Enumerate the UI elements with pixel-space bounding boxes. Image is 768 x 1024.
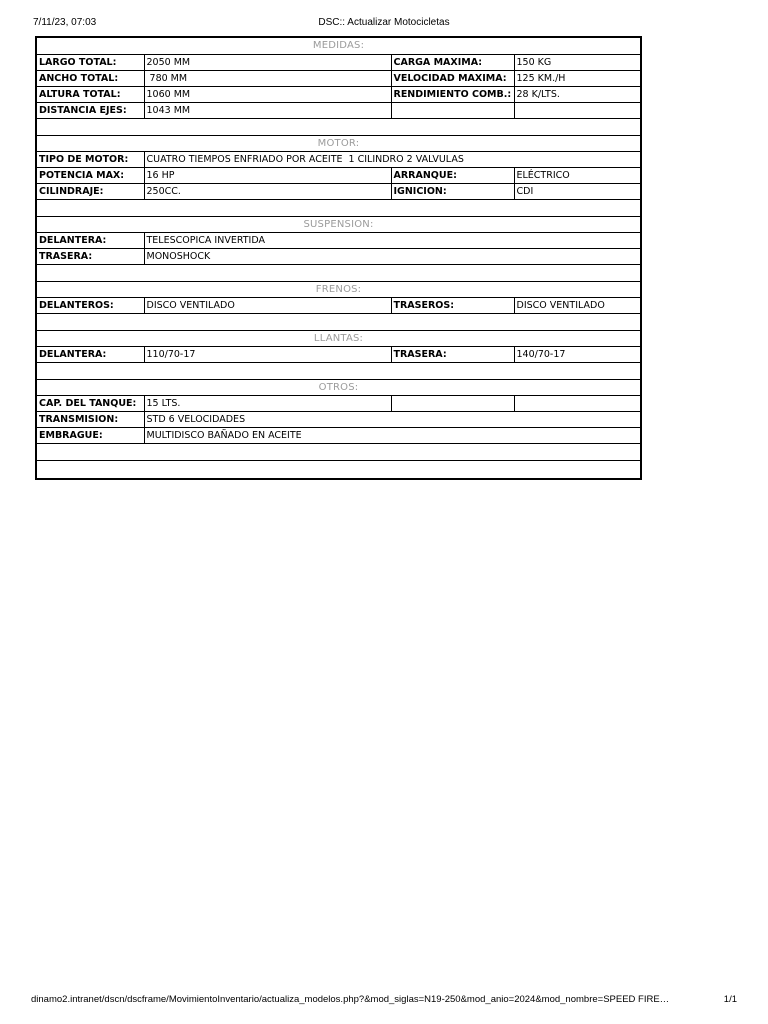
value-carga-maxima: 150 KG — [514, 54, 640, 70]
label-transmision: TRANSMISION: — [37, 411, 144, 427]
spec-sheet — [35, 36, 642, 480]
page-count: 1/1 — [723, 994, 737, 1005]
label-llanta-trasera: TRASERA: — [391, 346, 514, 362]
spacer-cell — [37, 313, 640, 330]
print-footer — [31, 994, 737, 1008]
section-header-medidas — [37, 38, 640, 54]
print-header — [33, 17, 735, 31]
spacer-row — [37, 313, 640, 330]
spacer-cell — [37, 199, 640, 216]
empty-cell — [391, 102, 514, 118]
table-row — [37, 102, 640, 118]
table-row — [37, 54, 640, 70]
spacer-row — [37, 362, 640, 379]
value-frenos-delanteros: DISCO VENTILADO — [144, 297, 391, 313]
spacer-cell — [37, 443, 640, 460]
label-suspension-trasera: TRASERA: — [37, 248, 144, 264]
label-largo-total: LARGO TOTAL: — [37, 54, 144, 70]
value-distancia-ejes: 1043 MM — [144, 102, 391, 118]
value-suspension-delantera: TELESCOPICA INVERTIDA — [144, 232, 640, 248]
value-largo-total: 2050 MM — [144, 54, 391, 70]
table-row — [37, 297, 640, 313]
print-datetime: 7/11/23, 07:03 — [33, 17, 97, 28]
section-header-otros — [37, 379, 640, 395]
print-url: dinamo2.intranet/dscn/dscframe/MovimientoInventario/actualiza_modelos.php?&mod_siglas=N19-250&mod_anio=2024&mod_nombre=SPEED FIRE… — [31, 994, 670, 1005]
label-rendimiento-comb: RENDIMIENTO COMB.: — [391, 86, 514, 102]
spacer-cell — [37, 264, 640, 281]
value-llanta-delantera: 110/70-17 — [144, 346, 391, 362]
value-altura-total: 1060 MM — [144, 86, 391, 102]
value-rendimiento-comb: 28 K/LTS. — [514, 86, 640, 102]
label-tipo-de-motor: TIPO DE MOTOR: — [37, 151, 144, 167]
empty-cell — [391, 395, 514, 411]
section-title-llantas: LLANTAS: — [37, 330, 640, 346]
section-header-motor — [37, 135, 640, 151]
section-title-medidas: MEDIDAS: — [37, 38, 640, 54]
label-ancho-total: ANCHO TOTAL: — [37, 70, 144, 86]
spacer-row — [37, 443, 640, 460]
value-embrague: MULTIDISCO BAÑADO EN ACEITE — [144, 427, 640, 443]
section-title-frenos: FRENOS: — [37, 281, 640, 297]
label-cap-tanque: CAP. DEL TANQUE: — [37, 395, 144, 411]
label-frenos-delanteros: DELANTEROS: — [37, 297, 144, 313]
table-row — [37, 183, 640, 199]
table-row — [37, 232, 640, 248]
label-ignicion: IGNICION: — [391, 183, 514, 199]
table-row — [37, 70, 640, 86]
section-header-suspension — [37, 216, 640, 232]
value-cap-tanque: 15 LTS. — [144, 395, 391, 411]
value-arranque: ELÉCTRICO — [514, 167, 640, 183]
section-header-frenos — [37, 281, 640, 297]
label-carga-maxima: CARGA MAXIMA: — [391, 54, 514, 70]
empty-cell — [514, 102, 640, 118]
label-frenos-traseros: TRASEROS: — [391, 297, 514, 313]
table-row — [37, 395, 640, 411]
value-transmision: STD 6 VELOCIDADES — [144, 411, 640, 427]
section-title-motor: MOTOR: — [37, 135, 640, 151]
label-altura-total: ALTURA TOTAL: — [37, 86, 144, 102]
label-potencia-max: POTENCIA MAX: — [37, 167, 144, 183]
table-row — [37, 86, 640, 102]
table-row — [37, 427, 640, 443]
section-title-suspension: SUSPENSION: — [37, 216, 640, 232]
value-velocidad-maxima: 125 KM./H — [514, 70, 640, 86]
value-suspension-trasera: MONOSHOCK — [144, 248, 640, 264]
label-arranque: ARRANQUE: — [391, 167, 514, 183]
spacer-row — [37, 264, 640, 281]
value-ancho-total: 780 MM — [144, 70, 391, 86]
value-frenos-traseros: DISCO VENTILADO — [514, 297, 640, 313]
table-row — [37, 167, 640, 183]
label-cilindraje: CILINDRAJE: — [37, 183, 144, 199]
value-tipo-de-motor: CUATRO TIEMPOS ENFRIADO POR ACEITE 1 CILINDRO 2 VALVULAS — [144, 151, 640, 167]
section-header-llantas — [37, 330, 640, 346]
spacer-row — [37, 118, 640, 135]
label-velocidad-maxima: VELOCIDAD MAXIMA: — [391, 70, 514, 86]
print-page-title: DSC:: Actualizar Motocicletas — [318, 17, 450, 28]
table-row — [37, 411, 640, 427]
label-distancia-ejes: DISTANCIA EJES: — [37, 102, 144, 118]
value-llanta-trasera: 140/70-17 — [514, 346, 640, 362]
empty-cell — [514, 395, 640, 411]
spec-table — [37, 38, 640, 461]
spacer-row — [37, 199, 640, 216]
value-cilindraje: 250CC. — [144, 183, 391, 199]
label-embrague: EMBRAGUE: — [37, 427, 144, 443]
spacer-cell — [37, 362, 640, 379]
label-llanta-delantera: DELANTERA: — [37, 346, 144, 362]
table-row — [37, 151, 640, 167]
spacer-cell — [37, 118, 640, 135]
label-suspension-delantera: DELANTERA: — [37, 232, 144, 248]
value-potencia-max: 16 HP — [144, 167, 391, 183]
table-row — [37, 346, 640, 362]
section-title-otros: OTROS: — [37, 379, 640, 395]
table-row — [37, 248, 640, 264]
value-ignicion: CDI — [514, 183, 640, 199]
